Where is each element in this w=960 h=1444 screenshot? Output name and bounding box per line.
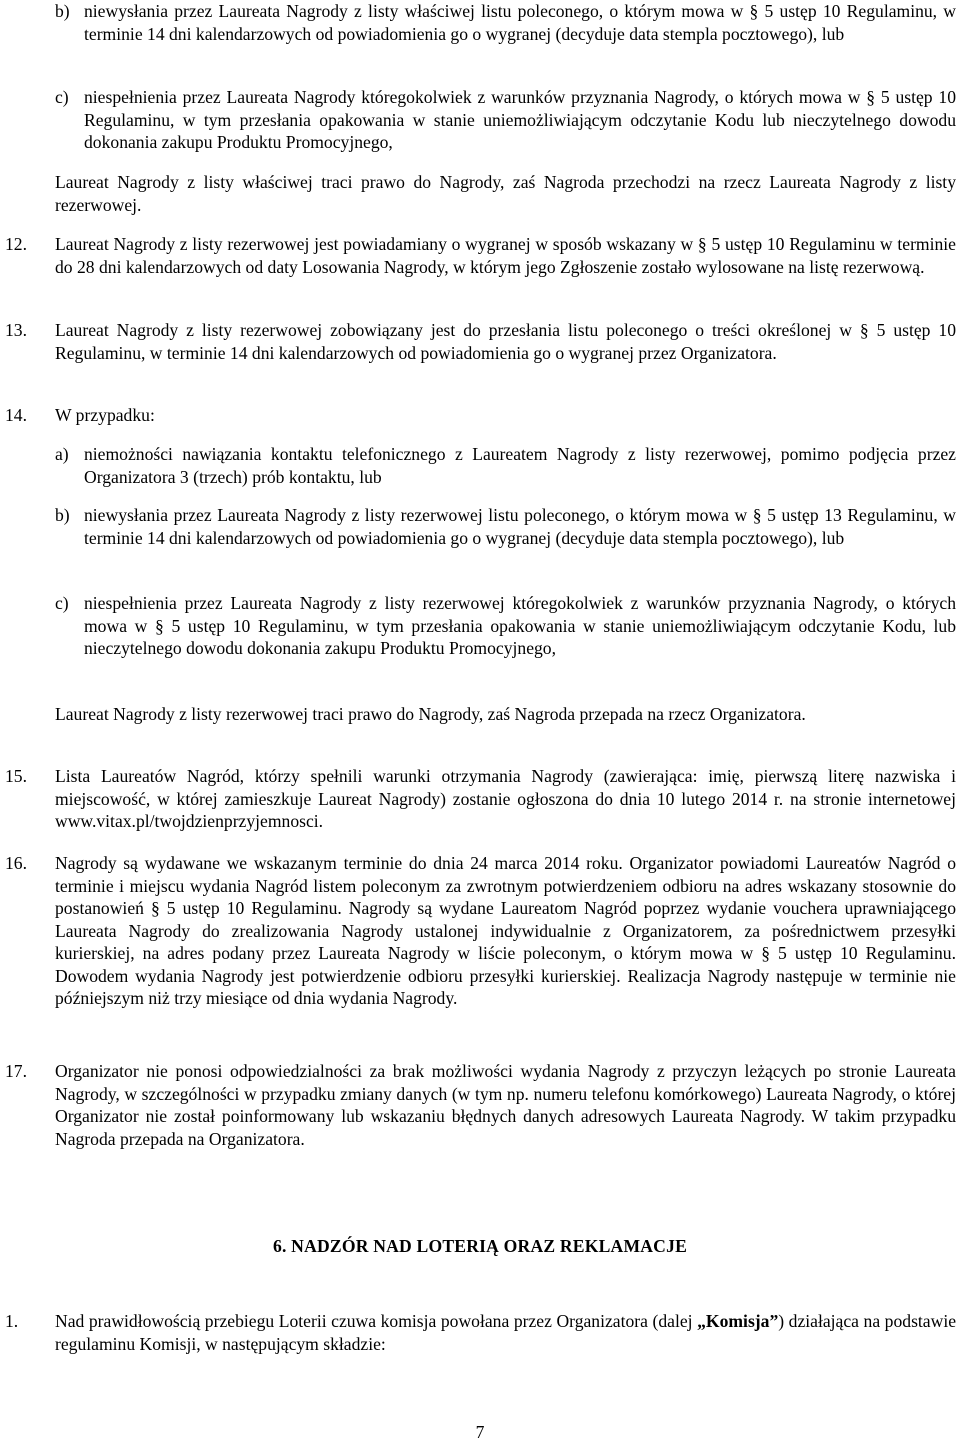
item-c-label: c) — [55, 87, 69, 107]
paragraph-14-number: 14. — [5, 405, 27, 425]
item-c-conclusion: Laureat Nagrody z listy właściwej traci prawo do Nagrody, zaś Nagroda przechodzi na rzecz Laureata Nagrody z listy rezerwowej. — [55, 172, 956, 215]
item-b-label: b) — [55, 1, 70, 21]
paragraph-text-start: Nad prawidłowością przebiegu Loterii czuwa komisja powołana przez Organizatora (dalej — [55, 1311, 698, 1331]
section-paragraph-1-text — [55, 1310, 956, 1355]
item-c-label: c) — [55, 593, 69, 613]
section-paragraph-1-number: 1. — [5, 1311, 19, 1331]
paragraph-13-number: 13. — [5, 320, 27, 340]
paragraph-15-text: Lista Laureatów Nagród, którzy spełnili warunki otrzymania Nagrody (zawierająca: imię, pierwszą literę nazwiska i miejscowość, w której zamieszkuje Laureat Nagrody) zostanie ogłoszona do dnia 10 lutego 2014 r. na stronie internetowej www.vitax.pl/twojdzienprzyjemnosci. — [55, 766, 956, 831]
item-b-label: b) — [55, 505, 70, 525]
item-b-text: niewysłania przez Laureata Nagrody z listy właściwej listu poleconego, o którym mowa w § 5 ustęp 10 Regulaminu, w terminie 14 dni kalendarzowych od powiadomienia go o wygranej (decyduje data stempla pocztowego), lub — [84, 1, 956, 44]
page-number: 7 — [475, 1422, 485, 1442]
paragraph-text-end: ) działająca na podstawie regulaminu Komisji, w następującym składzie: — [55, 1311, 957, 1354]
paragraph-13-text: Laureat Nagrody z listy rezerwowej zobowiązany jest do przesłania listu poleconego o treści określonej w § 5 ustęp 10 Regulaminu, w terminie 14 dni kalendarzowych od powiadomienia go o wygranej przez Organizatora. — [55, 320, 956, 363]
paragraph-16-number: 16. — [5, 853, 27, 873]
item-b-text: niewysłania przez Laureata Nagrody z listy rezerwowej listu poleconego, o którym mowa w § 5 ustęp 13 Regulaminu, w terminie 14 dni kalendarzowych od powiadomienia go o wygranej (decyduje data stempla pocztowego), lub — [84, 505, 956, 548]
item-a-label: a) — [55, 444, 69, 464]
item-a-text: niemożności nawiązania kontaktu telefonicznego z Laureatem Nagrody z listy rezerwowej, pomimo podjęcia przez Organizatora 3 (trzech) prób kontaktu, lub — [84, 444, 956, 487]
paragraph-15-number: 15. — [5, 766, 27, 786]
item-c-text: niespełnienia przez Laureata Nagrody któregokolwiek z warunków przyznania Nagrody, o których mowa w § 5 ustęp 10 Regulaminu, w tym przesłania opakowania w stanie uniemożliwiającym odczytanie Kodu lub nieczytelnego dowodu dokonania zakupu Produktu Promocyjnego, — [84, 87, 956, 152]
paragraph-16-text: Nagrody są wydawane we wskazanym terminie do dnia 24 marca 2014 roku. Organizator powiadomi Laureatów Nagród o terminie i miejscu wydania Nagród listem poleconym za zwrotnym potwierdzeniem odbioru na adres wskazany stosownie do postanowień § 5 ustęp 10 Regulaminu. Nagrody są wydane Laureatom Nagród poprzez wydanie vouchera uprawniającego Laureata Nagrody do zrealizowania Nagrody ustalonej indywidualnie z Organizatorem, za pośrednictwem przesyłki kurierskiej, na adres podany przez Laureata Nagrody w liście poleconym, o którym mowa w § 5 ustęp 10 Regulaminu. Dowodem wydania Nagrody jest potwierdzenie odbioru przesyłki kurierskiej. Realizacja Nagrody następuje w terminie nie późniejszym niż trzy miesiące od dnia wydania Nagrody. — [55, 853, 956, 1008]
komisja-term: „Komisja” — [697, 1311, 779, 1331]
paragraph-12-number: 12. — [5, 234, 27, 254]
item-c-conclusion: Laureat Nagrody z listy rezerwowej traci prawo do Nagrody, zaś Nagroda przepada na rzecz Organizatora. — [55, 704, 806, 724]
item-c-text: niespełnienia przez Laureata Nagrody z listy rezerwowej któregokolwiek z warunków przyznania Nagrody, o których mowa w § 5 ustęp 10 Regulaminu, w tym przesłania opakowania w stanie uniemożliwiającym odczytanie Kodu, lub nieczytelnego dowodu dokonania zakupu Produktu Promocyjnego, — [84, 593, 956, 658]
paragraph-17-number: 17. — [5, 1061, 27, 1081]
paragraph-12-text: Laureat Nagrody z listy rezerwowej jest powiadamiany o wygranej w sposób wskazany w § 5 ustęp 10 Regulaminu w terminie do 28 dni kalendarzowych od daty Losowania Nagrody, w którym jego Zgłoszenie zostało wylosowane na listę rezerwową. — [55, 234, 956, 277]
paragraph-14-text: W przypadku: — [55, 405, 155, 425]
paragraph-17-text: Organizator nie ponosi odpowiedzialności za brak możliwości wydania Nagrody z przyczyn leżących po stronie Laureata Nagrody, w szczególności w przypadku zmiany danych (w tym np. numeru telefonu komórkowego) Laureata Nagrody, o której Organizator nie został poinformowany lub wskazaniu błędnych danych adresowych Laureata Nagrody. W takim przypadku Nagroda przepada na Organizatora. — [55, 1061, 956, 1149]
section-heading: 6. NADZÓR NAD LOTERIĄ ORAZ REKLAMACJE — [272, 1236, 688, 1256]
